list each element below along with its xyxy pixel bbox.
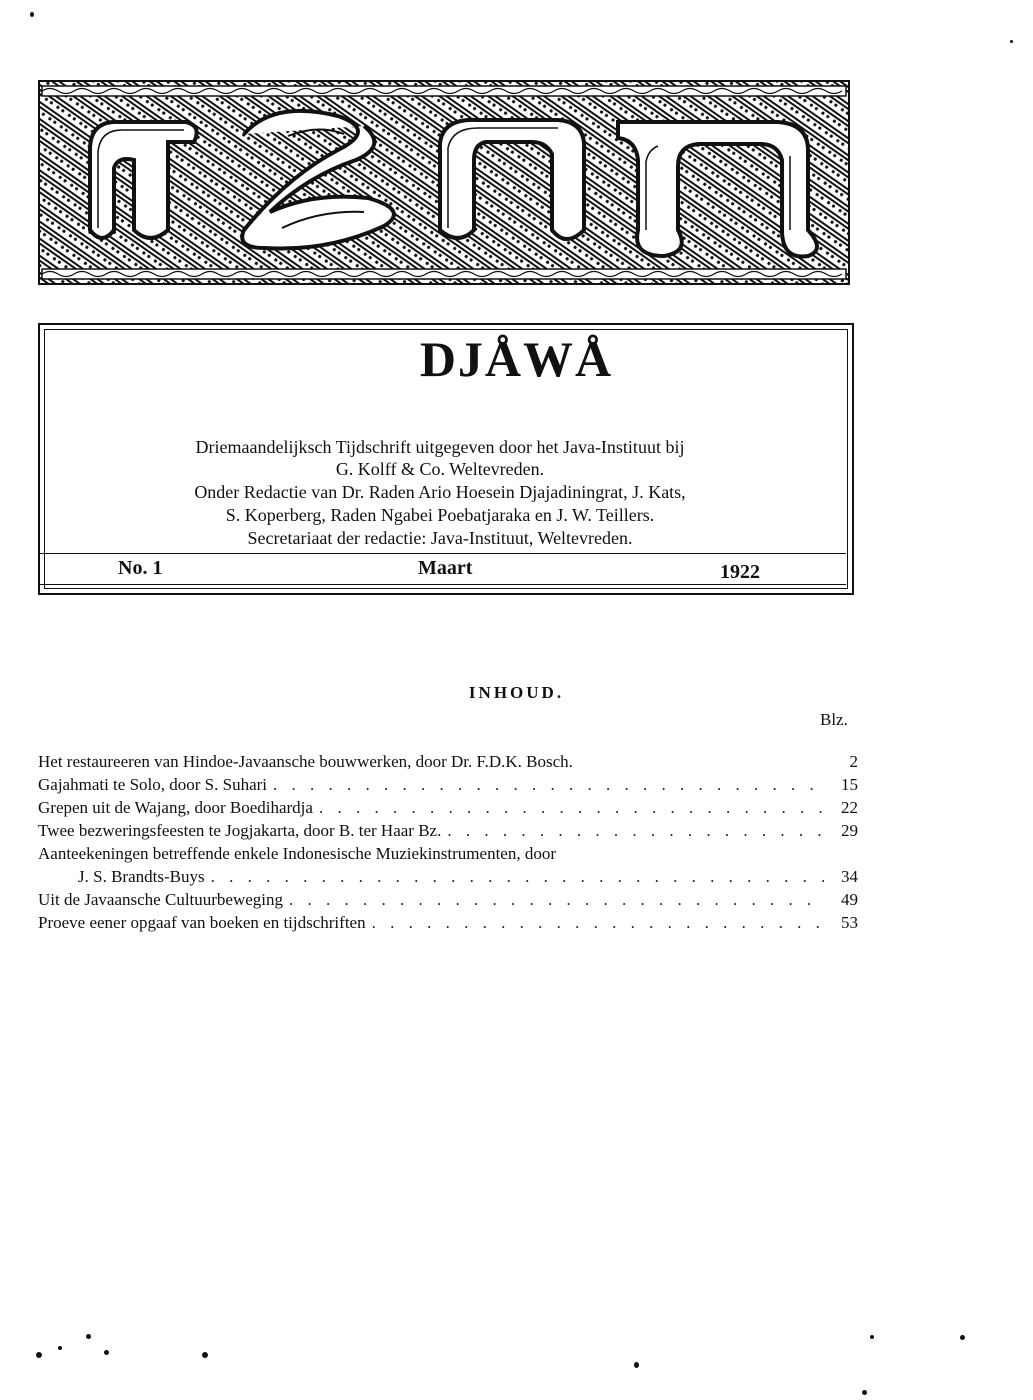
journal-title: DJÅWÅ xyxy=(419,331,614,387)
dot-leader xyxy=(319,796,824,819)
toc-entry xyxy=(38,842,858,865)
toc-entry xyxy=(38,796,858,819)
issue-month: Maart xyxy=(418,557,473,579)
toc-entry xyxy=(38,888,858,911)
issue-year: 1922 xyxy=(720,561,760,583)
subtitle-line: Onder Redactie van Dr. Raden Ario Hoesein Djajadiningrat, J. Kats, xyxy=(194,482,686,502)
toc-entry-page: 34 xyxy=(841,867,858,886)
scan-speck xyxy=(202,1352,208,1358)
masthead-rule-top xyxy=(40,553,846,554)
subtitle-line: S. Koperberg, Raden Ngabei Poebatjaraka en J. W. Teillers. xyxy=(225,505,655,525)
toc-entry-page: 49 xyxy=(841,890,858,909)
contents-heading: INHOUD. xyxy=(468,683,565,702)
toc-entry xyxy=(38,819,858,842)
toc-entry-title: Proeve eener opgaaf van boeken en tijdschriften xyxy=(38,913,366,932)
page-column-label: Blz. xyxy=(820,710,848,729)
toc-entry-title: Aanteekeningen betreffende enkele Indonesische Muziekinstrumenten, door xyxy=(38,844,556,863)
dot-leader xyxy=(289,888,824,911)
dot-leader xyxy=(447,819,824,842)
toc-entry-title: J. S. Brandts-Buys xyxy=(78,867,205,886)
subtitle-line: Driemaandelijksch Tijdschrift uitgegeven door het Java-Instituut bij xyxy=(195,437,685,457)
scan-speck xyxy=(104,1350,109,1355)
scan-speck xyxy=(86,1334,91,1339)
toc-entry xyxy=(38,773,858,796)
scan-speck xyxy=(36,1352,42,1358)
toc-entry-page: 2 xyxy=(849,752,858,771)
dot-leader xyxy=(211,865,824,888)
scan-speck xyxy=(30,12,34,17)
issue-number: No. 1 xyxy=(118,557,163,579)
toc-entry xyxy=(38,750,858,773)
toc-entry-page: 15 xyxy=(841,775,858,794)
scan-speck xyxy=(58,1346,62,1350)
scan-speck xyxy=(634,1362,639,1368)
masthead-rule-bottom xyxy=(40,584,846,585)
toc-entry xyxy=(38,865,858,888)
toc-entry-page: 53 xyxy=(841,913,858,932)
toc-entry-title: Uit de Javaansche Cultuurbeweging xyxy=(38,890,284,909)
toc-entry-page: 29 xyxy=(841,821,858,840)
subtitle-line: G. Kolff & Co. Weltevreden. xyxy=(335,459,545,479)
scan-speck xyxy=(870,1335,874,1339)
dot-leader xyxy=(372,911,824,934)
dot-leader xyxy=(273,773,824,796)
table-of-contents xyxy=(38,750,858,934)
toc-entry-title: Het restaureeren van Hindoe-Javaansche bouwwerken, door Dr. F.D.K. Bosch. xyxy=(38,752,573,771)
scan-speck xyxy=(862,1390,867,1395)
toc-entry-title: Gajahmati te Solo, door S. Suhari xyxy=(38,775,268,794)
toc-entry xyxy=(38,911,858,934)
batik-script-banner xyxy=(38,80,850,285)
toc-entry-page: 22 xyxy=(841,798,858,817)
subtitle-line: Secretariaat der redactie: Java-Instituut, Weltevreden. xyxy=(247,528,633,548)
toc-entry-title: Twee bezweringsfeesten te Jogjakarta, door B. ter Haar Bz. xyxy=(38,821,442,840)
toc-entry-title: Grepen uit de Wajang, door Boedihardja xyxy=(38,798,313,817)
scan-speck xyxy=(960,1335,965,1340)
scan-speck xyxy=(1010,40,1013,43)
